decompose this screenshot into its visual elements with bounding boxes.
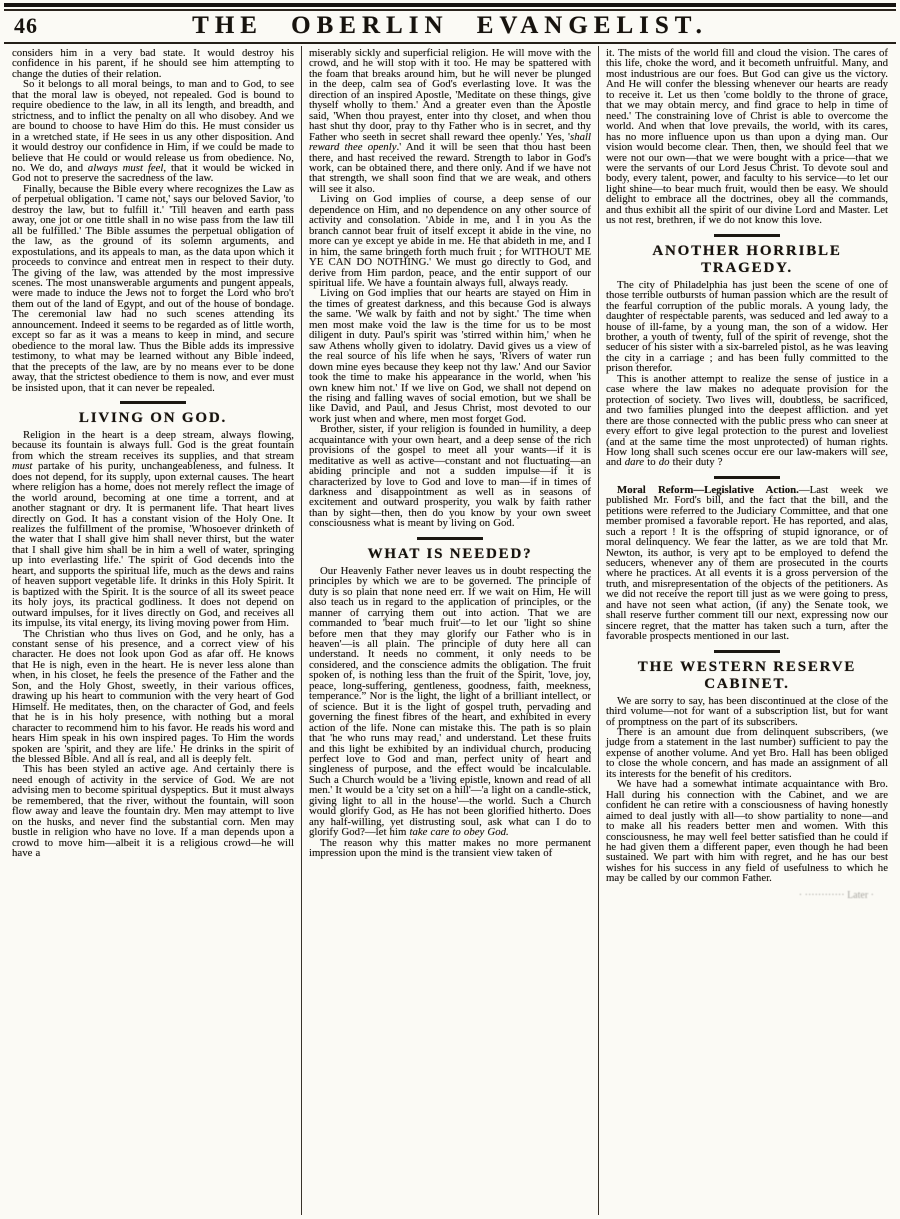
columns-container <box>5 46 895 1215</box>
paragraph: Finally, because the Bible every where recognizes the Law as of perpetual obligation. 'I came not,' says our beloved Savior, 'to destroy the law, but to fulfill it.' 'Till heaven and earth pass away, one jot or one tittle shall in no wise pass from the law till all be fulfilled.' The Bible assumes the perpetual obligation of the law, as the ground of its solemn arguments, and expostulations, and its appeals to man, as the data upon which it proceeds to convince and entreat men in respect to their duty. The giving of the law, was attended by the most impressive scenes. The most unanswerable arguments and pungent appeals, were made to induce the Jews not to forget the Lord who bro't them out of the land of Egypt, and out of the house of bondage. The ceremonial law had no such scenes attending its announcement. Indeed it seems to be regarded as of little worth, except so far as it was a means to keep in mind, and secure obedience to the moral law. Thus the Bible adds its impressive testimony, to what may be learned without any Bible indeed, that the precepts of the law, are by no means ever to be done away, that the strictest obedience to them is now, and ever must be insisted upon, that it can never be repealed. <box>12 182 294 394</box>
masthead-title: THE OBERLIN EVANGELIST. <box>192 12 708 39</box>
paragraph: There is an amount due from delinquent subscribers, (we judge from a statement in the last number) sufficient to pay the expense of another volume. And yet Bro. Hall has been obliged to close the whole concern, and has made an assignment of all its interests for the benefit of his creditors. <box>606 726 888 780</box>
article-heading: THE WESTERN RESERVE CABINET. <box>637 658 857 692</box>
paragraph: We are sorry to say, has been discontinued at the close of the third volume—not for want of a subscription list, but for want of promptness on the part of its subscribers. <box>606 694 888 728</box>
paragraph: Religion in the heart is a deep stream, always flowing, because its fountain is always full. God is the great fountain from which the stream receives its supplies, and that stream must partake of his purity, unchangeableness, and fulness. It does not depend, for its supply, upon external causes. The heart where religion has a home, does not merely reflect the image of the world around, becoming at one time a torrent, and at another stagnant or dry. It is permanent life. That heart lives directly on God. It has a constant vision of the Holy One. It realizes the fulfillment of the promise, 'Whosoever drinketh of the water that I shall give him shall never thirst, but the water that I shall give him shall be in him a well of water, springing up into everlasting life.' The spirit of God decends into the heart, and supports the spiritual life, much as the dews and rains of heaven support vegetable life. It drinks in this Holy Spirit. It is baptized with the Spirit. It is the source of all its sweet peace its holy joys, its practical godliness. It does not depend on outward impulses, for it lives directly on God, and receives all its impulse, its vital energy, its living moving power from Him. <box>12 428 294 630</box>
paragraph: We have had a somewhat intimate acquaintance with Bro. Hall during his connection with the Cabinet, and we are confident he can retire with a consciousness of having honestly aimed to deal justly with all—to show partiality to none—and to make all his readers better men and women. With this consciousness, he may well feel better satisfied than he could if he had given them a different paper, even though he had been sustained. We part with him with regret, and he has our best wishes for his success in any field of usefulness to which he may be called by our common Father. <box>606 778 888 885</box>
paragraph: Living on God implies of course, a deep sense of our dependence on Him, and no dependence on any other source of activity and consolation. 'Abide in me, and I in you As the branch cannot bear fruit of itself except it abide in the vine, no more can ye except ye abide in me. He that abideth in me, and I in him, the same bringeth forth much fruit ; for WITHOUT ME YE CAN DO NOTHING.' We must go directly to God, and derive from Him pardon, peace, and the entir support of our spiritual life. We have a fountain always full, always ready. <box>309 193 591 289</box>
paragraph: Our Heavenly Father never leaves us in doubt respecting the principles by which we are to be governed. The principle of duty is so plain that none need err. If we wait on Him, He will also teach us in regard to the application of principles, or the manner of carrying them out into action. That we are commanded to 'bear much fruit'—to let our 'light so shine before men that they may glorify our Father who is in heaven'—is all plain. The principle of duty here all can understand. It needs no comment, it only needs to be considered, and the conscience admits the obligation. The fruit spoken of, is nothing less than the fruit of the Spirit, 'love, joy, peace, long-suffering, gentleness, goodness, faith, meekness, temperance.” Nor is the light, the light of a brilliant intellect, or of science. But it is the light of gospel truth, pervading and governing the finest fibres of the heart, and exhibited in every action of the life. None can mistake this. The path is so plain that 'he who runs may read,' and understand. Let these fruits and this light be exhibited by an individual church, producing perfect love to God and man, perfect unity of heart and singleness of purpose, and the effect would be incalculable. Such a Church would be a 'living epistle, known and read of all men.' It would be a 'city set on a hill'—'a light on a candle-stick, giving light to all in the house'—the world. Such a Church would glorify God, as He has not been glorified hitherto. Does any half-willing, yet distrusting soul, ask what can I do to glorify God?—let him take care to obey God. <box>309 564 591 839</box>
paragraph: This has been styled an active age. And certainly there is need enough of activity in the service of God. We are not advising men to become spiritual dyspeptics. But it must always be remembered, that the river, without the fountain, will soon flow away and leave the fountain dry. Men may attempt to live on the husks, and never find the substantial corn. Men may bustle in religion who have no love. If a man depends upon a crowd to move him—albeit it is a religious crowd—he will have a <box>12 763 294 860</box>
smudged-text: · ············ Later · <box>798 889 874 901</box>
article-heading: WHAT IS NEEDED? <box>367 545 533 562</box>
paragraph: So it belongs to all moral beings, to man and to God, to see that the moral law is obeyed, not repealed. God is bound to require obedience to the law, in all its length, and breadth, and strictness, and to inflict the penalty on all who disobey. And we are bound to choose to have Him do this. He must consider us in a wretched state, if He sees in us any other disposition. And it would destroy our confidence in Him, if we could be made to believe that He could or would release us from obedience. No, no. We do, and always must feel, that it would be wicked in God not to preserve the sacredness of the law. <box>12 78 295 185</box>
paragraph: The city of Philadelphia has just been the scene of one of those terrible outbursts of human passion which are the result of the fearful corruption of the public morals. A young lady, the daughter of respectable parents, was seduced and led away to a house of ill-fame, by a young man, the son of a widow. Her brother, a youth of twenty, full of the spirit of revenge, shot the seducer of his sister with a six-barreled pistol, as he was leaving the city in a carriage ; and has been fully committed to the prison therefor. <box>606 278 888 375</box>
section-divider <box>714 476 780 479</box>
section-divider <box>714 234 780 237</box>
paragraph: The Christian who thus lives on God, and he only, has a constant sense of his presence, and a correct view of his character. He does not look upon God as afar off. He knows that He is nigh, even in the heart. He is never less alone than when, in his closet, he feels the presence of the Father and the Son, and the Holy Ghost, sweetly, in their various offices, drawing up his heart to communion with the very heart of God Himself. He meditates, then, on the character of God, and feels that he is in his holy presence, with nothing but a moral character to recommend him to his favor. He reads his word and hears Him speak in his own inspired pages. To Him the words spoken are 'spirit, and they are life.' He drinks in the spirit of the blessed Bible. And all is real, and all is deeply felt. <box>12 627 294 765</box>
section-divider <box>714 650 780 653</box>
paragraph: The reason why this matter makes no more permanent impression upon the mind is the transient view taken of <box>309 836 591 860</box>
top-rule-secondary <box>4 9 896 11</box>
paragraph: Brother, sister, if your religion is founded in humility, a deep acquaintance with your own heart, and a deep sense of the rich provisions of the gospel to meet all your wants—if it is meditative as well as active—constant and not fluctuating—an abiding principle and not a sudden impulse—if it is characterized by love to God and love to man—if in times of darkness and disappointment as well as in seasons of excitement and outward prosperity, you walk by faith rather than by sight—then, then do you know by your own sweet consciousness what is meant by living on God. <box>309 423 591 530</box>
article-heading: LIVING ON GOD. <box>78 409 228 426</box>
newspaper-column-2 <box>301 46 598 1215</box>
newspaper-column-1 <box>5 46 301 1215</box>
top-rule <box>4 3 896 7</box>
paragraph: it. The mists of the world fill and cloud the vision. The cares of this life, choke the word, and it becometh unfruitful. Many, and most industrious are our foes. But God can give us the victory. And He will confer the blessing whenever our hearts are ready to receive it. Let us then 'come boldly to the throne of grace, that we may obtain mercy, and find grace to help in time of need.' The constraining love of Christ is able to overcome the world. And when that love prevails, the world, with its cares, has no more influence upon us than upon a dying man. Our vision would become clear. Then, then, we should feel that we were not our own—that we were bought with a price—that we were the servants of our Lord Jesus Christ. To devote soul and body, every talent, power, and faculty to his service—to let our light shine—to bear much fruit, would then be easy. We should delight to embrace all the doctrines, obey all the commands, and thus exhibit all the spirit of our divine Lord and Master. Let us not rest, brethren, if we do not know this love. <box>606 47 888 227</box>
newspaper-column-3 <box>598 46 895 1215</box>
article-heading: ANOTHER HORRIBLE TRAGEDY. <box>652 242 842 276</box>
paragraph: This is another attempt to realize the sense of justice in a case where the law makes no adequate provision for the protection of society. Two lives will, doubtless, be sacrificed, and two families plunged into the deepest affliction. and yet there are those connected with the public press who can sneer at every effort to give legal protection to the purest and loveliest (and at the same time the most unprotected) of human rights. How long shall such scenes occur ere our law-makers will see, and dare to do their duty ? <box>606 372 888 469</box>
paragraph: miserably sickly and superficial religion. He will move with the crowd, and he will stop with it too. He may be spattered with the foam that breaks around him, but he will never be plunged in the deep, calm sea of God's everlasting love. It was the direction of an inspired Apostle, 'Meditate on these things, give thyself wholly to them.' And a greater even than the Apostle said, 'When thou prayest, enter into thy closet, and when thou hast shut thy door, pray to thy Father who is in secret, and thy Father who seeth in secret shall reward thee openly.' Yes, 'shall reward thee openly.' And it will be seen that thou hast been there, and hast received the reward. Strength to labor in God's work, can be obtained there, and there only. And if we have not that strength, we shall soon find that we are weak, and others will see it also. <box>309 47 591 195</box>
page-header <box>0 12 900 40</box>
paragraph: Living on God implies that our hearts are stayed on Him in the times of greatest darkness, and this because God is always the same. 'We walk by faith and not by sight.' The time when men most make void the law is the time for us to be most diligent in duty. Paul's spirit was 'stirred within him,' when he saw Athens wholly given to idolatry. David gives us a view of the real source of his life when he says, 'Rivers of water run down mine eyes because they keep not thy law.' And our Savior took the time to make his appearance in the world, when 'his own knew him not.' If we live on God, we shall not depend on the rising and falling waves of social emotion, but we shall be like David, and Paul, and Jesus Christ, most devoted to our work just when and where, men most forget God. <box>309 287 591 425</box>
page-number: 46 <box>14 13 38 38</box>
paragraph: Moral Reform—Legislative Action.—Last week we published Mr. Ford's bill, and the fact that the bill, and the petitions were referred to the Judiciary Committee, and that one member promised a favorable report. He has reported, and alas, such a report ! It is the offspring of stupid ignorance, or of moral delinquency. We fear the latter, as we are told that Mr. Newton, its author, is very apt to be employed to defend the seducers, whenever any of them are prosecuted in the courts where he practices. At all events it is a gross perversion of the truth, and misrepresentation of the objects of the petitioners. As we did not receive the report till just as we were going to press, and have not seen what action, (if any) the Senate took, we shall reserve further comment till our next, expressing now our sincere regret, that the matter has taken such a turn, after the favorable prospects mentioned in our last. <box>606 483 888 643</box>
paragraph: considers him in a very bad state. It would destroy his confidence in his parent, if he should see him attempting to change the duties of their relation. <box>12 47 294 80</box>
header-rule <box>4 42 896 44</box>
section-divider <box>417 537 483 540</box>
section-divider <box>120 401 186 404</box>
